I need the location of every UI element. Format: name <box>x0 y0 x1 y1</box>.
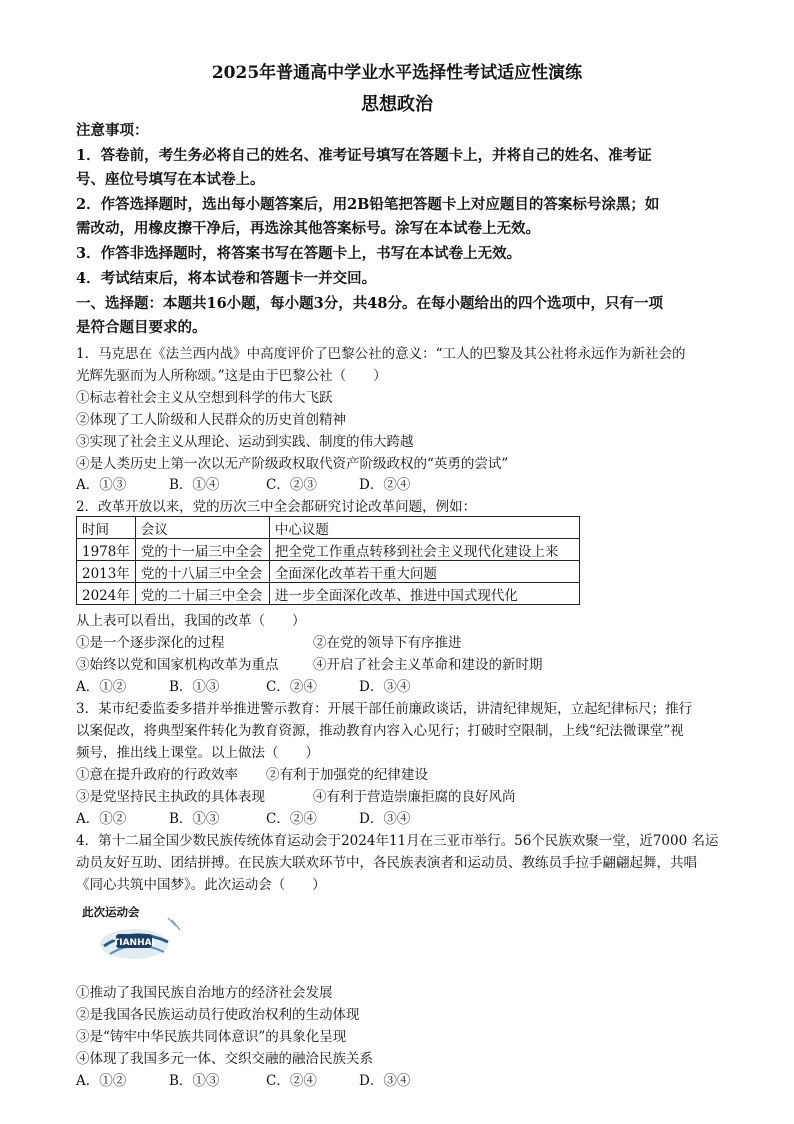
table-cell: 全面深化改革若干重大问题 <box>269 561 579 583</box>
q2-choice-c: C．②④ <box>266 679 317 695</box>
q3-choice-c: C．②④ <box>266 811 317 827</box>
table-header-cell: 会议 <box>135 517 269 539</box>
image-label: 此次运动会 <box>82 905 140 919</box>
q3-stem-line-1: 3．某市纪委监委多措并举推进警示教育：开展干部任前廉政谈话，讲清纪律规矩，立起纪律标尺；推行 <box>76 701 693 717</box>
exam-title: 2025年普通高中学业水平选择性考试适应性演练 <box>211 63 583 83</box>
q1-stem-line-2: 光辉先驱而为人所称颂。”这是由于巴黎公社（ ） <box>76 368 387 384</box>
q2-stem-line-1: 2．改革开放以来，党的历次三中全会都研究讨论改革问题，例如： <box>76 499 477 515</box>
subject-title: 思想政治 <box>361 94 433 115</box>
table-header-row <box>77 517 580 539</box>
q3-choice-d: D．③④ <box>359 811 411 827</box>
q3-statement-4: ④有利于营造崇廉拒腐的良好风尚 <box>313 789 516 805</box>
games-logo-image <box>76 896 188 968</box>
q1-statement-3: ③实现了社会主义从理论、运动到实践、制度的伟大跨越 <box>76 434 414 450</box>
q1-choice-c: C．②③ <box>266 477 317 493</box>
table-cell: 进一步全面深化改革、推进中国式现代化 <box>269 583 579 605</box>
note-2-line-1: 2．作答选择题时，选出每小题答案后，用2B铅笔把答题卡上对应题目的答案标号涂黑；如 <box>76 196 660 213</box>
q3-choice-b: B．①③ <box>169 811 220 827</box>
q1-choice-b: B．①④ <box>169 477 220 493</box>
q4-choice-b: B．①③ <box>169 1073 220 1089</box>
notes-heading: 注意事项： <box>76 122 149 139</box>
q4-choice-d: D．③④ <box>359 1073 411 1089</box>
q1-choice-d: D．②④ <box>359 477 411 493</box>
logo-text: TIANHAI <box>113 938 155 948</box>
note-3: 3．作答非选择题时，将答案书写在答题卡上，书写在本试卷上无效。 <box>76 245 522 262</box>
note-4: 4．考试结束后，将本试卷和答题卡一并交回。 <box>76 270 377 287</box>
q2-statement-3: ③始终以党和国家机构改革为重点 <box>76 657 279 673</box>
table-header-cell: 时间 <box>77 517 136 539</box>
note-2-line-2: 需改动，用橡皮擦干净后，再选涂其他答案标号。涂写在本试卷上无效。 <box>76 220 540 237</box>
q1-statement-1: ①标志着社会主义从空想到科学的伟大飞跃 <box>76 390 333 406</box>
note-1-line-1: 1．答卷前，考生务必将自己的姓名、准考证号填写在答题卡上，并将自己的姓名、准考证 <box>76 147 652 164</box>
q4-stem-line-3: 《同心共筑中国梦》。此次运动会（ ） <box>76 877 326 893</box>
table-cell: 党的十一届三中全会 <box>135 539 269 561</box>
q4-choice-c: C．②④ <box>266 1073 317 1089</box>
q2-choice-d: D．③④ <box>359 679 411 695</box>
q4-statement-4: ④体现了我国多元一体、交织交融的融洽民族关系 <box>76 1051 373 1067</box>
q3-statement-3: ③是党坚持民主执政的具体表现 <box>76 789 265 805</box>
q4-stem-line-1: 4．第十二届全国少数民族传统体育运动会于2024年11月在三亚市举行。56个民族欢聚一堂，近7000 名运 <box>76 833 719 849</box>
table-row <box>77 561 580 583</box>
q3-statement-2: ②有利于加强党的纪律建设 <box>266 767 428 783</box>
q2-choice-b: B．①③ <box>169 679 220 695</box>
q1-statement-2: ②体现了工人阶级和人民群众的历史首创精神 <box>76 412 346 428</box>
section-heading-line-2: 是符合题目要求的。 <box>76 319 207 336</box>
q1-choice-a: A．①③ <box>76 477 127 493</box>
q2-choice-a: A．①② <box>76 679 127 695</box>
reform-table <box>76 516 580 605</box>
q3-stem-line-2: 以案促改，将典型案件转化为教育资源，推动教育内容入心见行；打破时空限制，上线“纪法微课堂”视 <box>76 723 684 739</box>
q1-statement-4: ④是人类历史上第一次以无产阶级政权取代资产阶级政权的“英勇的尝试” <box>76 456 509 472</box>
q1-stem-line-1: 1．马克思在《法兰西内战》中高度评价了巴黎公社的意义：“工人的巴黎及其公社将永远作为新社会的 <box>76 346 686 362</box>
q3-choice-a: A．①② <box>76 811 127 827</box>
q4-statement-1: ①推动了我国民族自治地方的经济社会发展 <box>76 985 333 1001</box>
table-cell: 把全党工作重点转移到社会主义现代化建设上来 <box>269 539 579 561</box>
q2-statement-4: ④开启了社会主义革命和建设的新时期 <box>313 657 543 673</box>
table-header-cell: 中心议题 <box>269 517 579 539</box>
note-1-line-2: 号、座位号填写在本试卷上。 <box>76 171 265 188</box>
table-cell: 2024年 <box>77 583 136 605</box>
q2-statement-1: ①是一个逐步深化的过程 <box>76 635 225 651</box>
q2-statement-2: ②在党的领导下有序推进 <box>313 635 462 651</box>
q2-stem-line-2: 从上表可以看出，我国的改革（ ） <box>76 613 306 629</box>
q4-stem-line-2: 动员友好互助、团结拼搏。在民族大联欢环节中，各民族表演者和运动员、教练员手拉手翩翩起舞，共唱 <box>76 855 697 871</box>
table-row <box>77 583 580 605</box>
table-cell: 2013年 <box>77 561 136 583</box>
section-heading-line-1: 一、选择题：本题共16小题，每小题3分，共48分。在每小题给出的四个选项中，只有一项 <box>76 295 663 312</box>
table-cell: 党的十八届三中全会 <box>135 561 269 583</box>
q4-statement-3: ③是“铸牢中华民族共同体意识”的具象化呈现 <box>76 1029 347 1045</box>
q4-statement-2: ②是我国各民族运动员行使政治权利的生动体现 <box>76 1007 360 1023</box>
table-row <box>77 539 580 561</box>
q3-statement-1: ①意在提升政府的行政效率 <box>76 767 238 783</box>
table-cell: 党的二十届三中全会 <box>135 583 269 605</box>
q4-choice-a: A．①② <box>76 1073 127 1089</box>
table-cell: 1978年 <box>77 539 136 561</box>
q3-stem-line-3: 频号，推出线上课堂。以上做法（ ） <box>76 745 319 761</box>
